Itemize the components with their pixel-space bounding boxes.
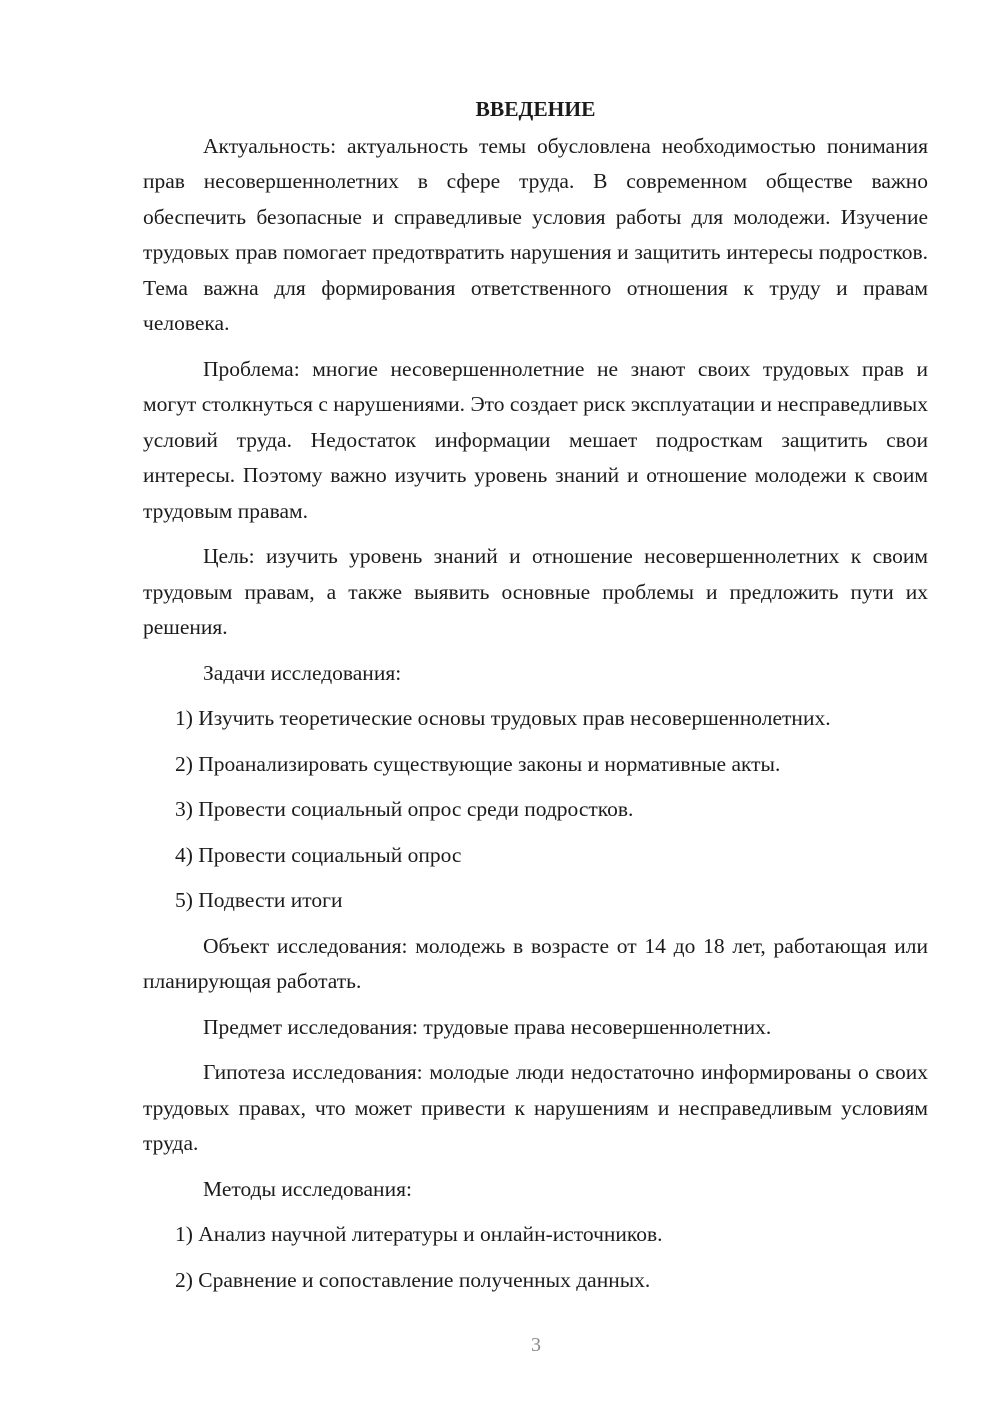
method-item-1: 1) Анализ научной литературы и онлайн-источников. [175,1222,663,1246]
object-paragraph: Объект исследования: молодежь в возрасте от 14 до 18 лет, работающая или планирующая работать. [143,933,928,993]
task-item-5: 5) Подвести итоги [175,888,343,912]
relevance-paragraph: Актуальность: актуальность темы обусловлена необходимостью понимания прав несовершеннолетних в сфере труда. В современном обществе важно обеспечить безопасные и справедливые условия работы для молодежи. Изучение трудовых прав помогает предотвратить нарушения и защитить интересы подростков. Тема важна для формирования ответственного отношения к труду и правам человека. [143,133,928,335]
method-item-2: 2) Сравнение и сопоставление полученных данных. [175,1267,651,1292]
methods-heading: Методы исследования: [203,1176,412,1201]
task-item-3: 3) Провести социальный опрос среди подростков. [175,797,634,821]
task-item-1: 1) Изучить теоретические основы трудовых прав несовершеннолетних. [175,706,831,730]
document-body [143,92,928,1308]
task-item-4: 4) Провести социальный опрос [175,842,462,867]
page-number: 3 [531,1334,541,1356]
hypothesis-paragraph: Гипотеза исследования: молодые люди недостаточно информированы о своих трудовых правах, что может привести к нарушениям и несправедливым условиям труда. [143,1060,928,1155]
task-item-2: 2) Проанализировать существующие законы и нормативные акты. [175,751,781,776]
goal-paragraph: Цель: изучить уровень знаний и отношение несовершеннолетних к своим трудовым правам, а также выявить основные проблемы и предложить пути их решения. [143,544,928,639]
subject-paragraph: Предмет исследования: трудовые права несовершеннолетних. [203,1014,772,1039]
tasks-heading: Задачи исследования: [203,660,402,685]
problem-paragraph: Проблема: многие несовершеннолетние не знают своих трудовых прав и могут столкнуться с нарушениями. Это создает риск эксплуатации и несправедливых условий труда. Недостаток информации мешает подросткам защитить свои интересы. Поэтому важно изучить уровень знаний и отношение молодежи к своим трудовым правам. [143,356,928,523]
document-title: ВВЕДЕНИЕ [475,97,596,121]
